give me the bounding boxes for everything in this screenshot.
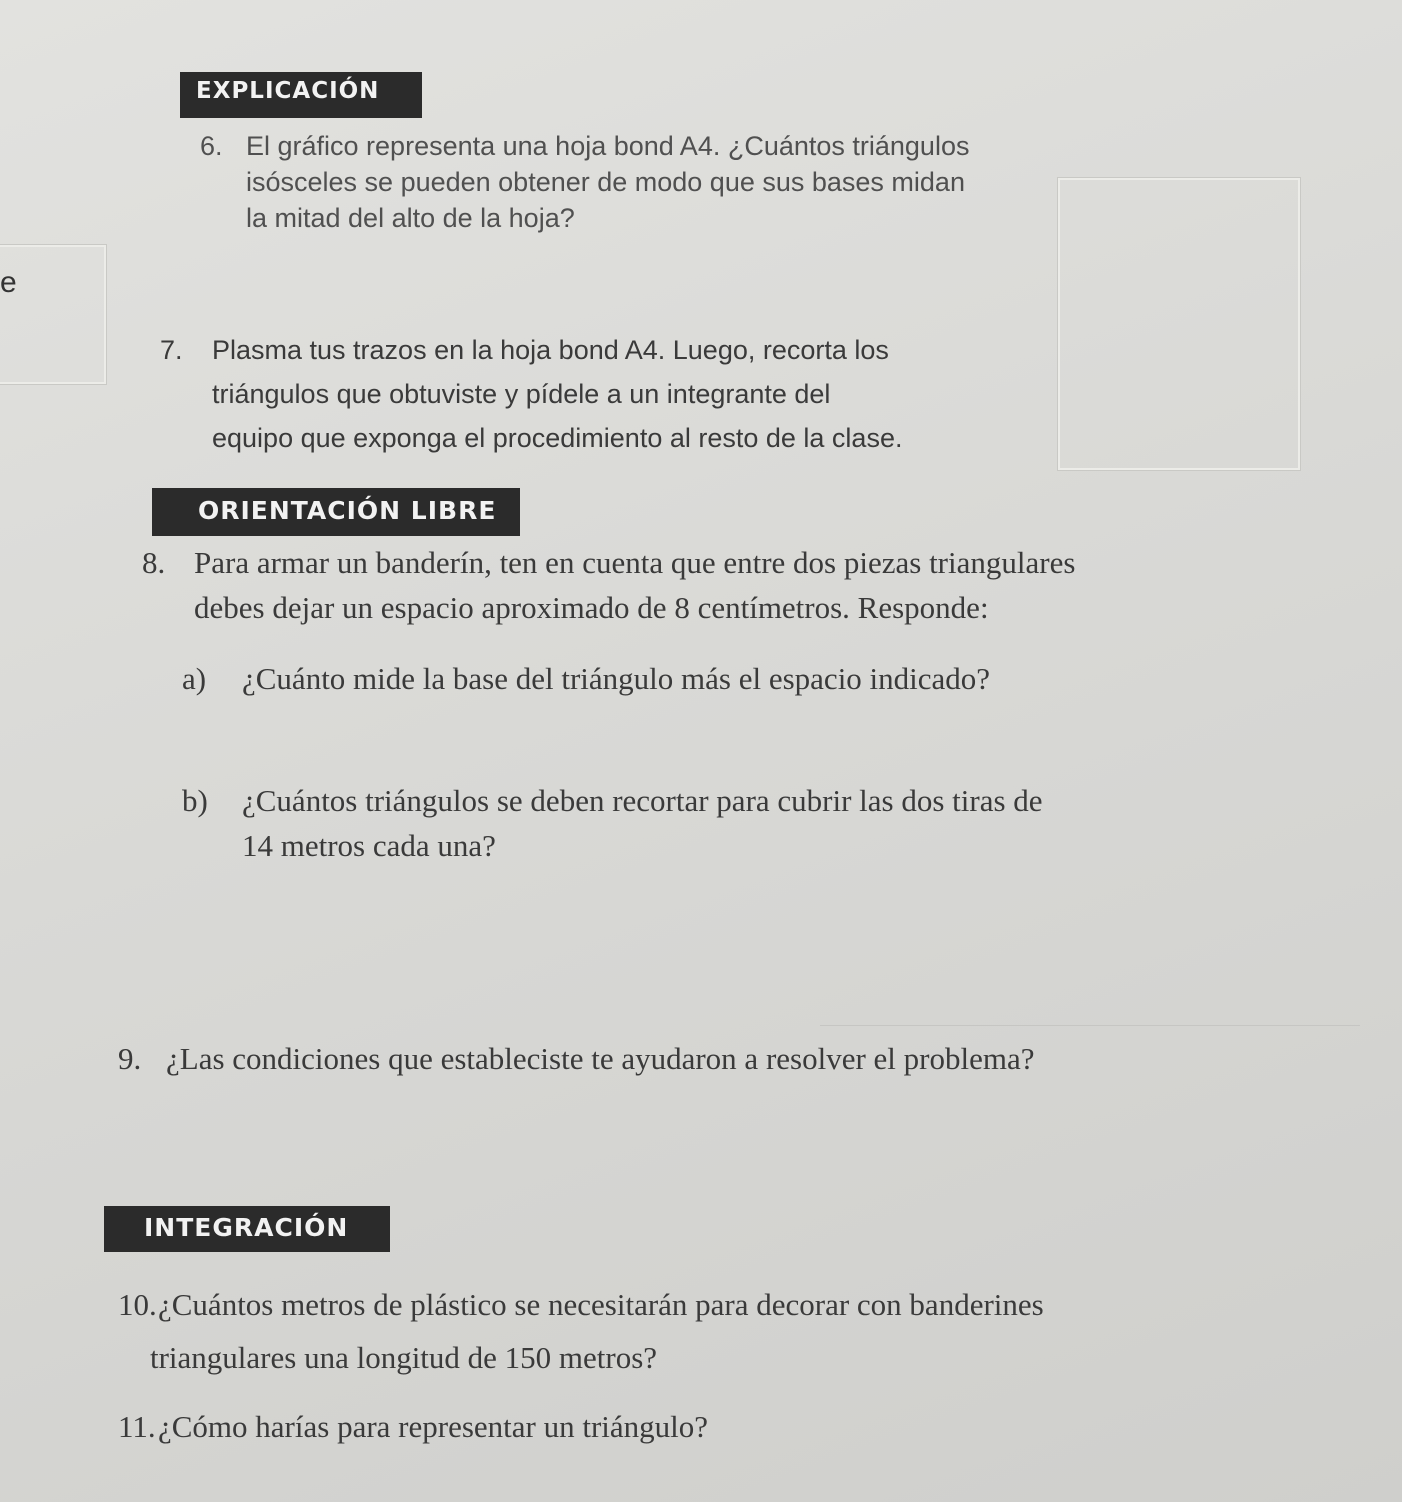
margin-letter: e bbox=[0, 266, 17, 299]
question-7-line-2: triángulos que obtuviste y pídele a un integrante del bbox=[212, 379, 831, 409]
question-6-line-2: isósceles se pueden obtener de modo que sus bases midan bbox=[246, 167, 965, 197]
question-6-line-3: la mitad del alto de la hoja? bbox=[246, 203, 575, 233]
a4-sheet-figure bbox=[1058, 178, 1300, 470]
question-9-number: 9. bbox=[118, 1041, 142, 1076]
question-8a-text: ¿Cuánto mide la base del triángulo más el espacio indicado? bbox=[242, 661, 991, 696]
question-6-line-1: El gráfico representa una hoja bond A4. ¿Cuántos triángulos bbox=[246, 131, 970, 161]
question-8b-label: b) bbox=[182, 783, 208, 818]
section-integracion: INTEGRACIÓN bbox=[104, 1206, 390, 1252]
question-6 bbox=[200, 128, 969, 236]
question-8a-label: a) bbox=[182, 661, 207, 696]
question-8a bbox=[182, 656, 990, 701]
question-8-line-1: Para armar un banderín, ten en cuenta que entre dos piezas triangulares bbox=[194, 545, 1076, 580]
question-9 bbox=[118, 1036, 1034, 1081]
question-8-number: 8. bbox=[142, 545, 166, 580]
question-8b-line-2: 14 metros cada una? bbox=[242, 828, 496, 863]
question-8b bbox=[182, 778, 1043, 868]
section-orientacion-libre: ORIENTACIÓN LIBRE bbox=[152, 488, 520, 536]
section-explicacion: EXPLICACIÓN bbox=[180, 72, 422, 118]
question-11-text: ¿Cómo harías para representar un triángulo? bbox=[158, 1409, 709, 1444]
question-10-number: 10. bbox=[118, 1287, 157, 1322]
question-8-line-2: debes dejar un espacio aproximado de 8 centímetros. Responde: bbox=[194, 590, 989, 625]
question-6-number: 6. bbox=[200, 131, 223, 161]
question-10-line-1: ¿Cuántos metros de plástico se necesitarán para decorar con banderines bbox=[158, 1287, 1044, 1322]
question-8b-line-1: ¿Cuántos triángulos se deben recortar para cubrir las dos tiras de bbox=[242, 783, 1043, 818]
question-11 bbox=[118, 1404, 708, 1449]
question-9-text: ¿Las condiciones que estableciste te ayudaron a resolver el problema? bbox=[166, 1041, 1035, 1076]
question-7-line-1: Plasma tus trazos en la hoja bond A4. Luego, recorta los bbox=[212, 335, 889, 365]
question-10-line-2: triangulares una longitud de 150 metros? bbox=[150, 1340, 658, 1375]
background-rule bbox=[820, 1025, 1360, 1026]
question-7-line-3: equipo que exponga el procedimiento al resto de la clase. bbox=[212, 423, 903, 453]
question-11-number: 11. bbox=[118, 1409, 156, 1444]
question-7-number: 7. bbox=[160, 335, 183, 365]
question-8 bbox=[142, 540, 1075, 630]
question-10 bbox=[118, 1282, 1044, 1380]
question-7 bbox=[160, 328, 902, 460]
